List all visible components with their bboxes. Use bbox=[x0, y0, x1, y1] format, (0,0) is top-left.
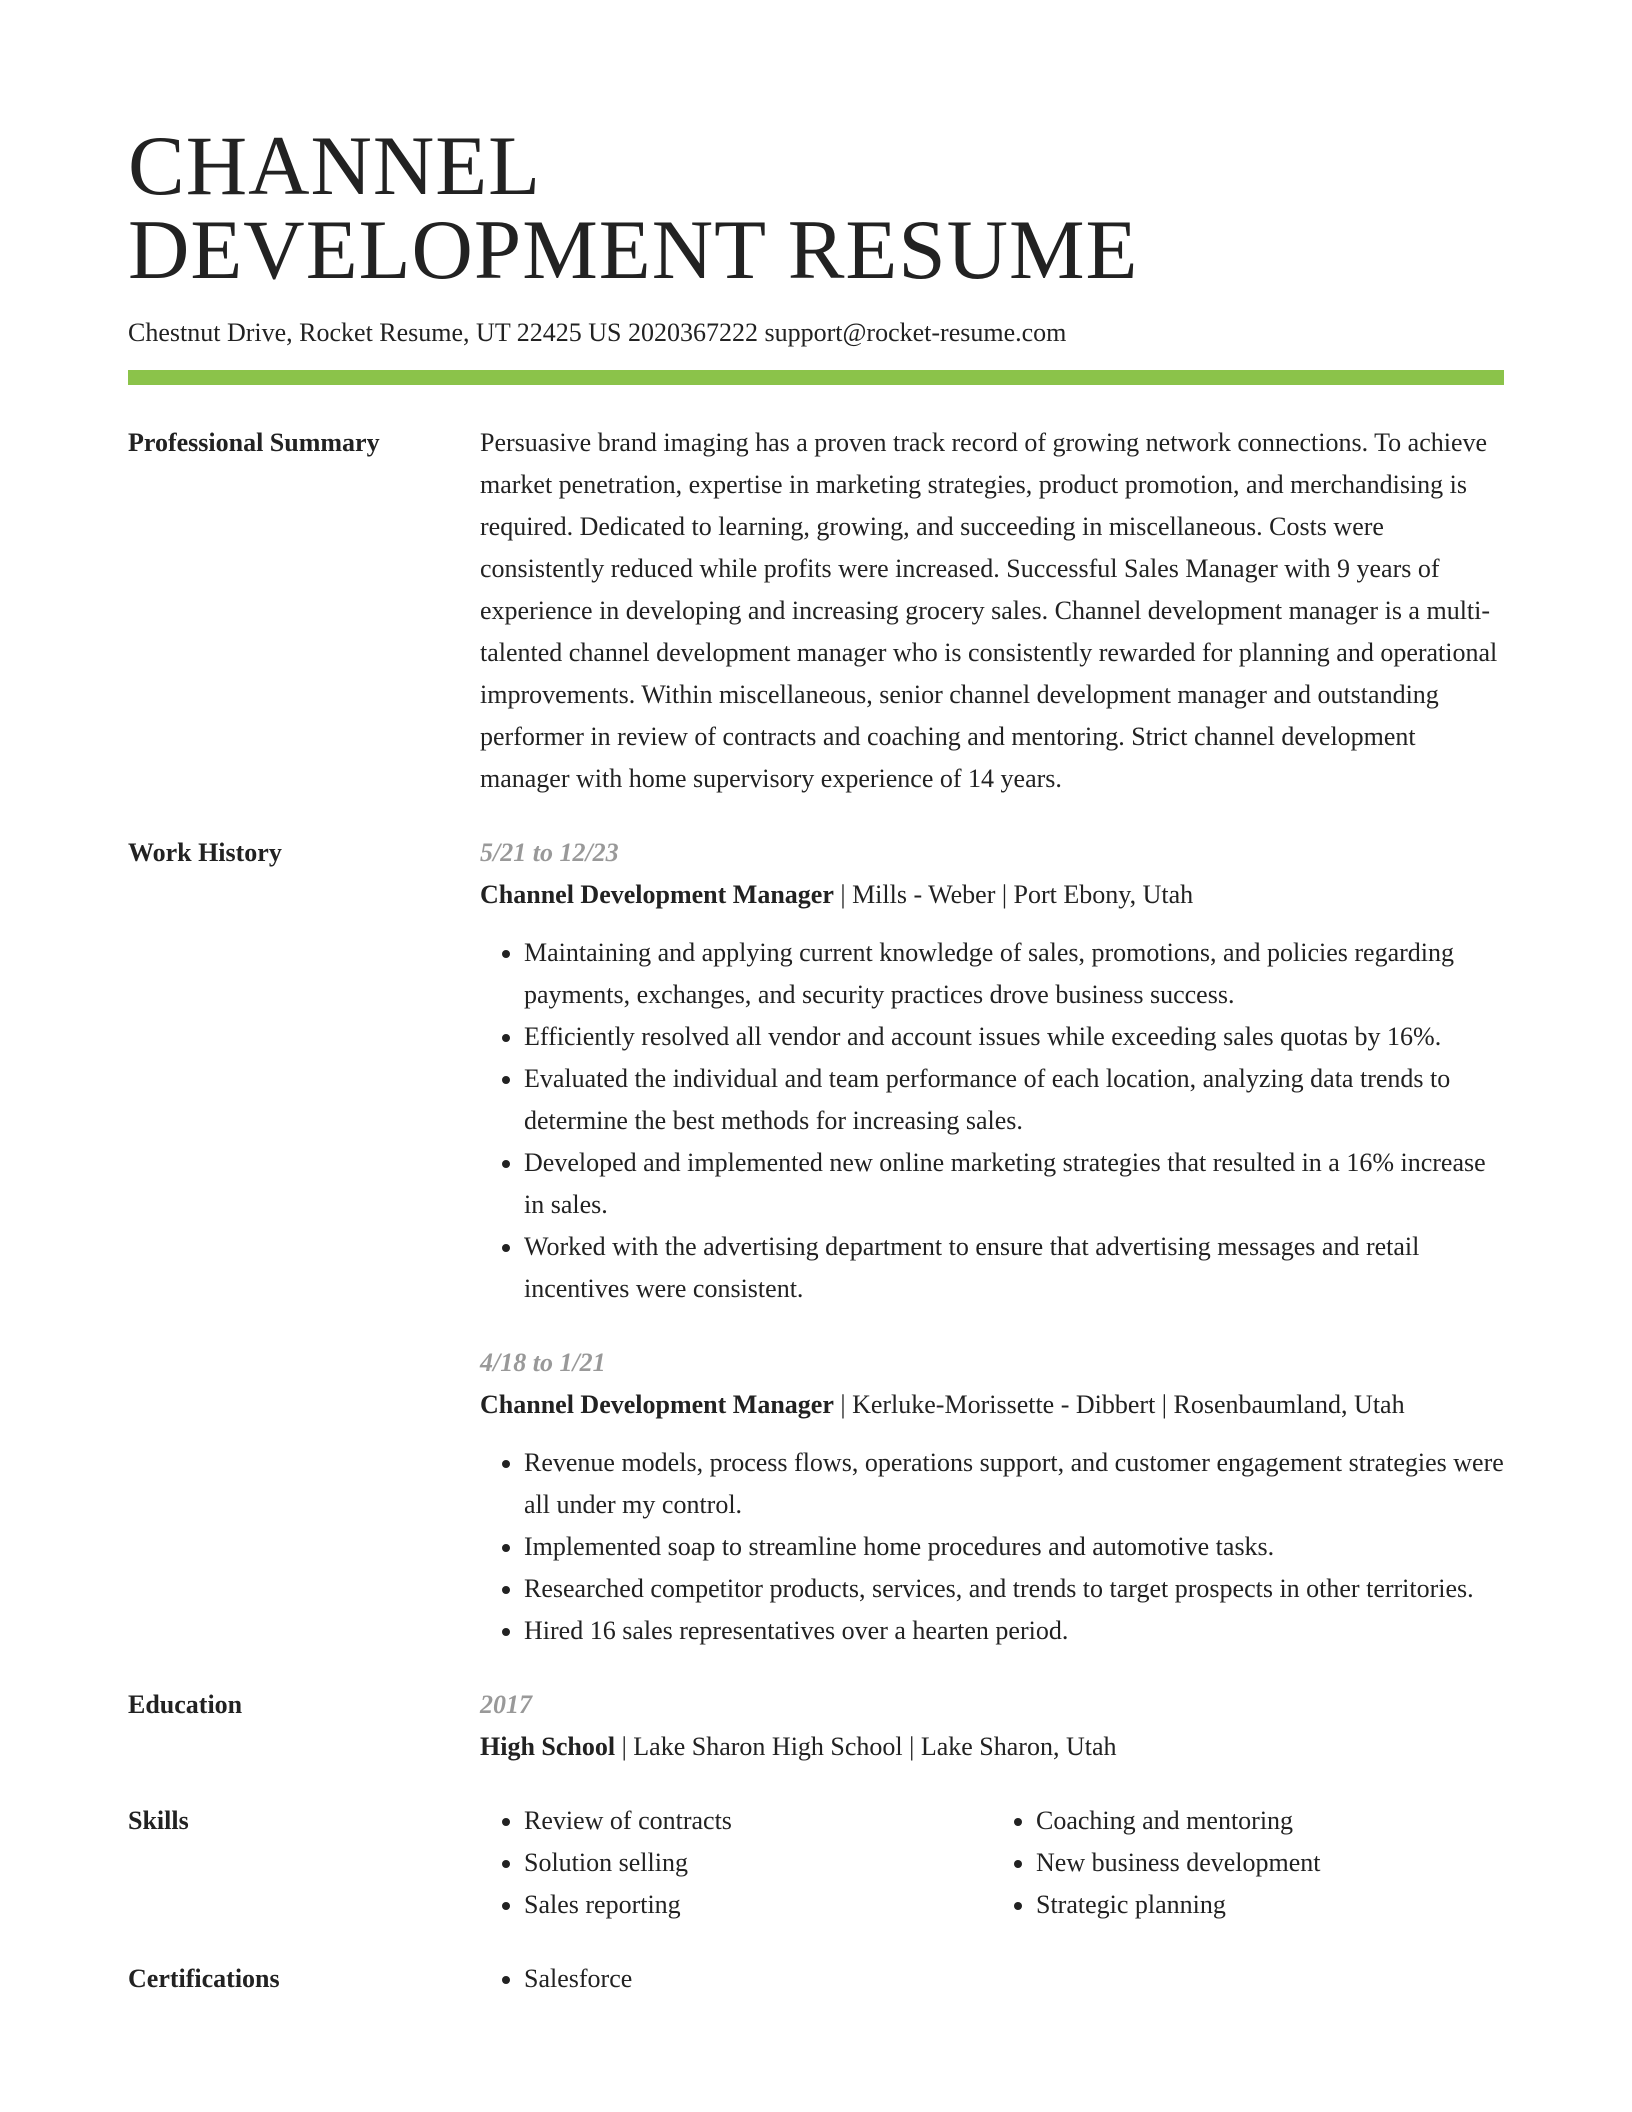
skills-column-left bbox=[480, 1800, 992, 1926]
bullet-item: • Maintaining and applying current knowledge of sales, promotions, and policies regarding payments, exchanges, and security practices drove business success. bbox=[524, 932, 1504, 1016]
job-role: Channel Development Manager bbox=[480, 1390, 834, 1419]
bullet-item: • Hired 16 sales representatives over a hearten period. bbox=[524, 1610, 1504, 1652]
skill-item: • Strategic planning bbox=[1036, 1884, 1504, 1926]
title-line-2: DEVELOPMENT RESUME bbox=[128, 203, 1139, 297]
resume-title bbox=[128, 119, 1504, 297]
contact-info: Chestnut Drive, Rocket Resume, UT 22425 US 2020367222 support@rocket-resume.com bbox=[128, 318, 1067, 347]
certifications-section bbox=[128, 1958, 1504, 2000]
skills-section bbox=[128, 1800, 1504, 1926]
section-title-summary: Professional Summary bbox=[128, 428, 380, 457]
work-history-section bbox=[128, 832, 1504, 1652]
section-title-certifications: Certifications bbox=[128, 1964, 280, 1993]
section-title-skills: Skills bbox=[128, 1806, 189, 1835]
bullet-item: • Researched competitor products, services, and trends to target prospects in other territories. bbox=[524, 1568, 1504, 1610]
job-details: | Mills - Weber | Port Ebony, Utah bbox=[833, 880, 1194, 909]
bullet-item: • Evaluated the individual and team performance of each location, analyzing data trends to determine the best methods for increasing sales. bbox=[524, 1058, 1504, 1142]
job-dates: 4/18 to 1/21 bbox=[480, 1348, 606, 1377]
skill-item: • Coaching and mentoring bbox=[1036, 1800, 1504, 1842]
title-line-1: CHANNEL bbox=[128, 119, 542, 213]
job-bullets bbox=[480, 932, 1504, 1310]
section-title-work: Work History bbox=[128, 838, 282, 867]
skill-item: • Review of contracts bbox=[524, 1800, 992, 1842]
job-role: Channel Development Manager bbox=[480, 880, 834, 909]
education-section bbox=[128, 1684, 1504, 1768]
bullet-item: • Implemented soap to streamline home procedures and automotive tasks. bbox=[524, 1526, 1504, 1568]
job-dates: 5/21 to 12/23 bbox=[480, 838, 619, 867]
job-entry bbox=[480, 1342, 1504, 1652]
skills-grid bbox=[480, 1800, 1504, 1926]
skill-item: • Solution selling bbox=[524, 1842, 992, 1884]
job-heading bbox=[480, 874, 1504, 916]
bullet-item: • Efficiently resolved all vendor and account issues while exceeding sales quotas by 16%. bbox=[524, 1016, 1504, 1058]
bullet-item: • Developed and implemented new online marketing strategies that resulted in a 16% increase in sales. bbox=[524, 1142, 1504, 1226]
resume-page bbox=[128, 119, 1504, 2000]
accent-divider bbox=[128, 370, 1504, 385]
certification-list bbox=[480, 1958, 1504, 2000]
job-entry bbox=[480, 832, 1504, 1310]
education-heading bbox=[480, 1726, 1504, 1768]
summary-section bbox=[128, 422, 1504, 800]
bullet-item: • Worked with the advertising department to ensure that advertising messages and retail incentives were consistent. bbox=[524, 1226, 1504, 1310]
skill-item: • New business development bbox=[1036, 1842, 1504, 1884]
skill-item: • Sales reporting bbox=[524, 1884, 992, 1926]
skills-column-right bbox=[992, 1800, 1504, 1926]
section-title-education: Education bbox=[128, 1690, 243, 1719]
bullet-item: • Revenue models, process flows, operations support, and customer engagement strategies were all under my control. bbox=[524, 1442, 1504, 1526]
education-year: 2017 bbox=[480, 1690, 532, 1719]
job-details: | Kerluke-Morissette - Dibbert | Rosenbaumland, Utah bbox=[833, 1390, 1405, 1419]
job-heading bbox=[480, 1384, 1504, 1426]
education-details: | Lake Sharon High School | Lake Sharon, Utah bbox=[615, 1732, 1117, 1761]
education-degree: High School bbox=[480, 1732, 616, 1761]
certification-item: • Salesforce bbox=[524, 1958, 1504, 2000]
job-bullets bbox=[480, 1442, 1504, 1652]
summary-text: Persuasive brand imaging has a proven track record of growing network connections. To achieve market penetration, expertise in marketing strategies, product promotion, and merchandising is required. Dedicated to learning, growing, and succeeding in miscellaneous. Costs were consistently reduced while profits were increased. Successful Sales Manager with 9 years of experience in developing and increasing grocery sales. Channel development manager is a multi-talented channel development manager who is consistently rewarded for planning and operational improvements. Within miscellaneous, senior channel development manager and outstanding performer in review of contracts and coaching and mentoring. Strict channel development manager with home supervisory experience of 14 years. bbox=[480, 428, 1498, 793]
